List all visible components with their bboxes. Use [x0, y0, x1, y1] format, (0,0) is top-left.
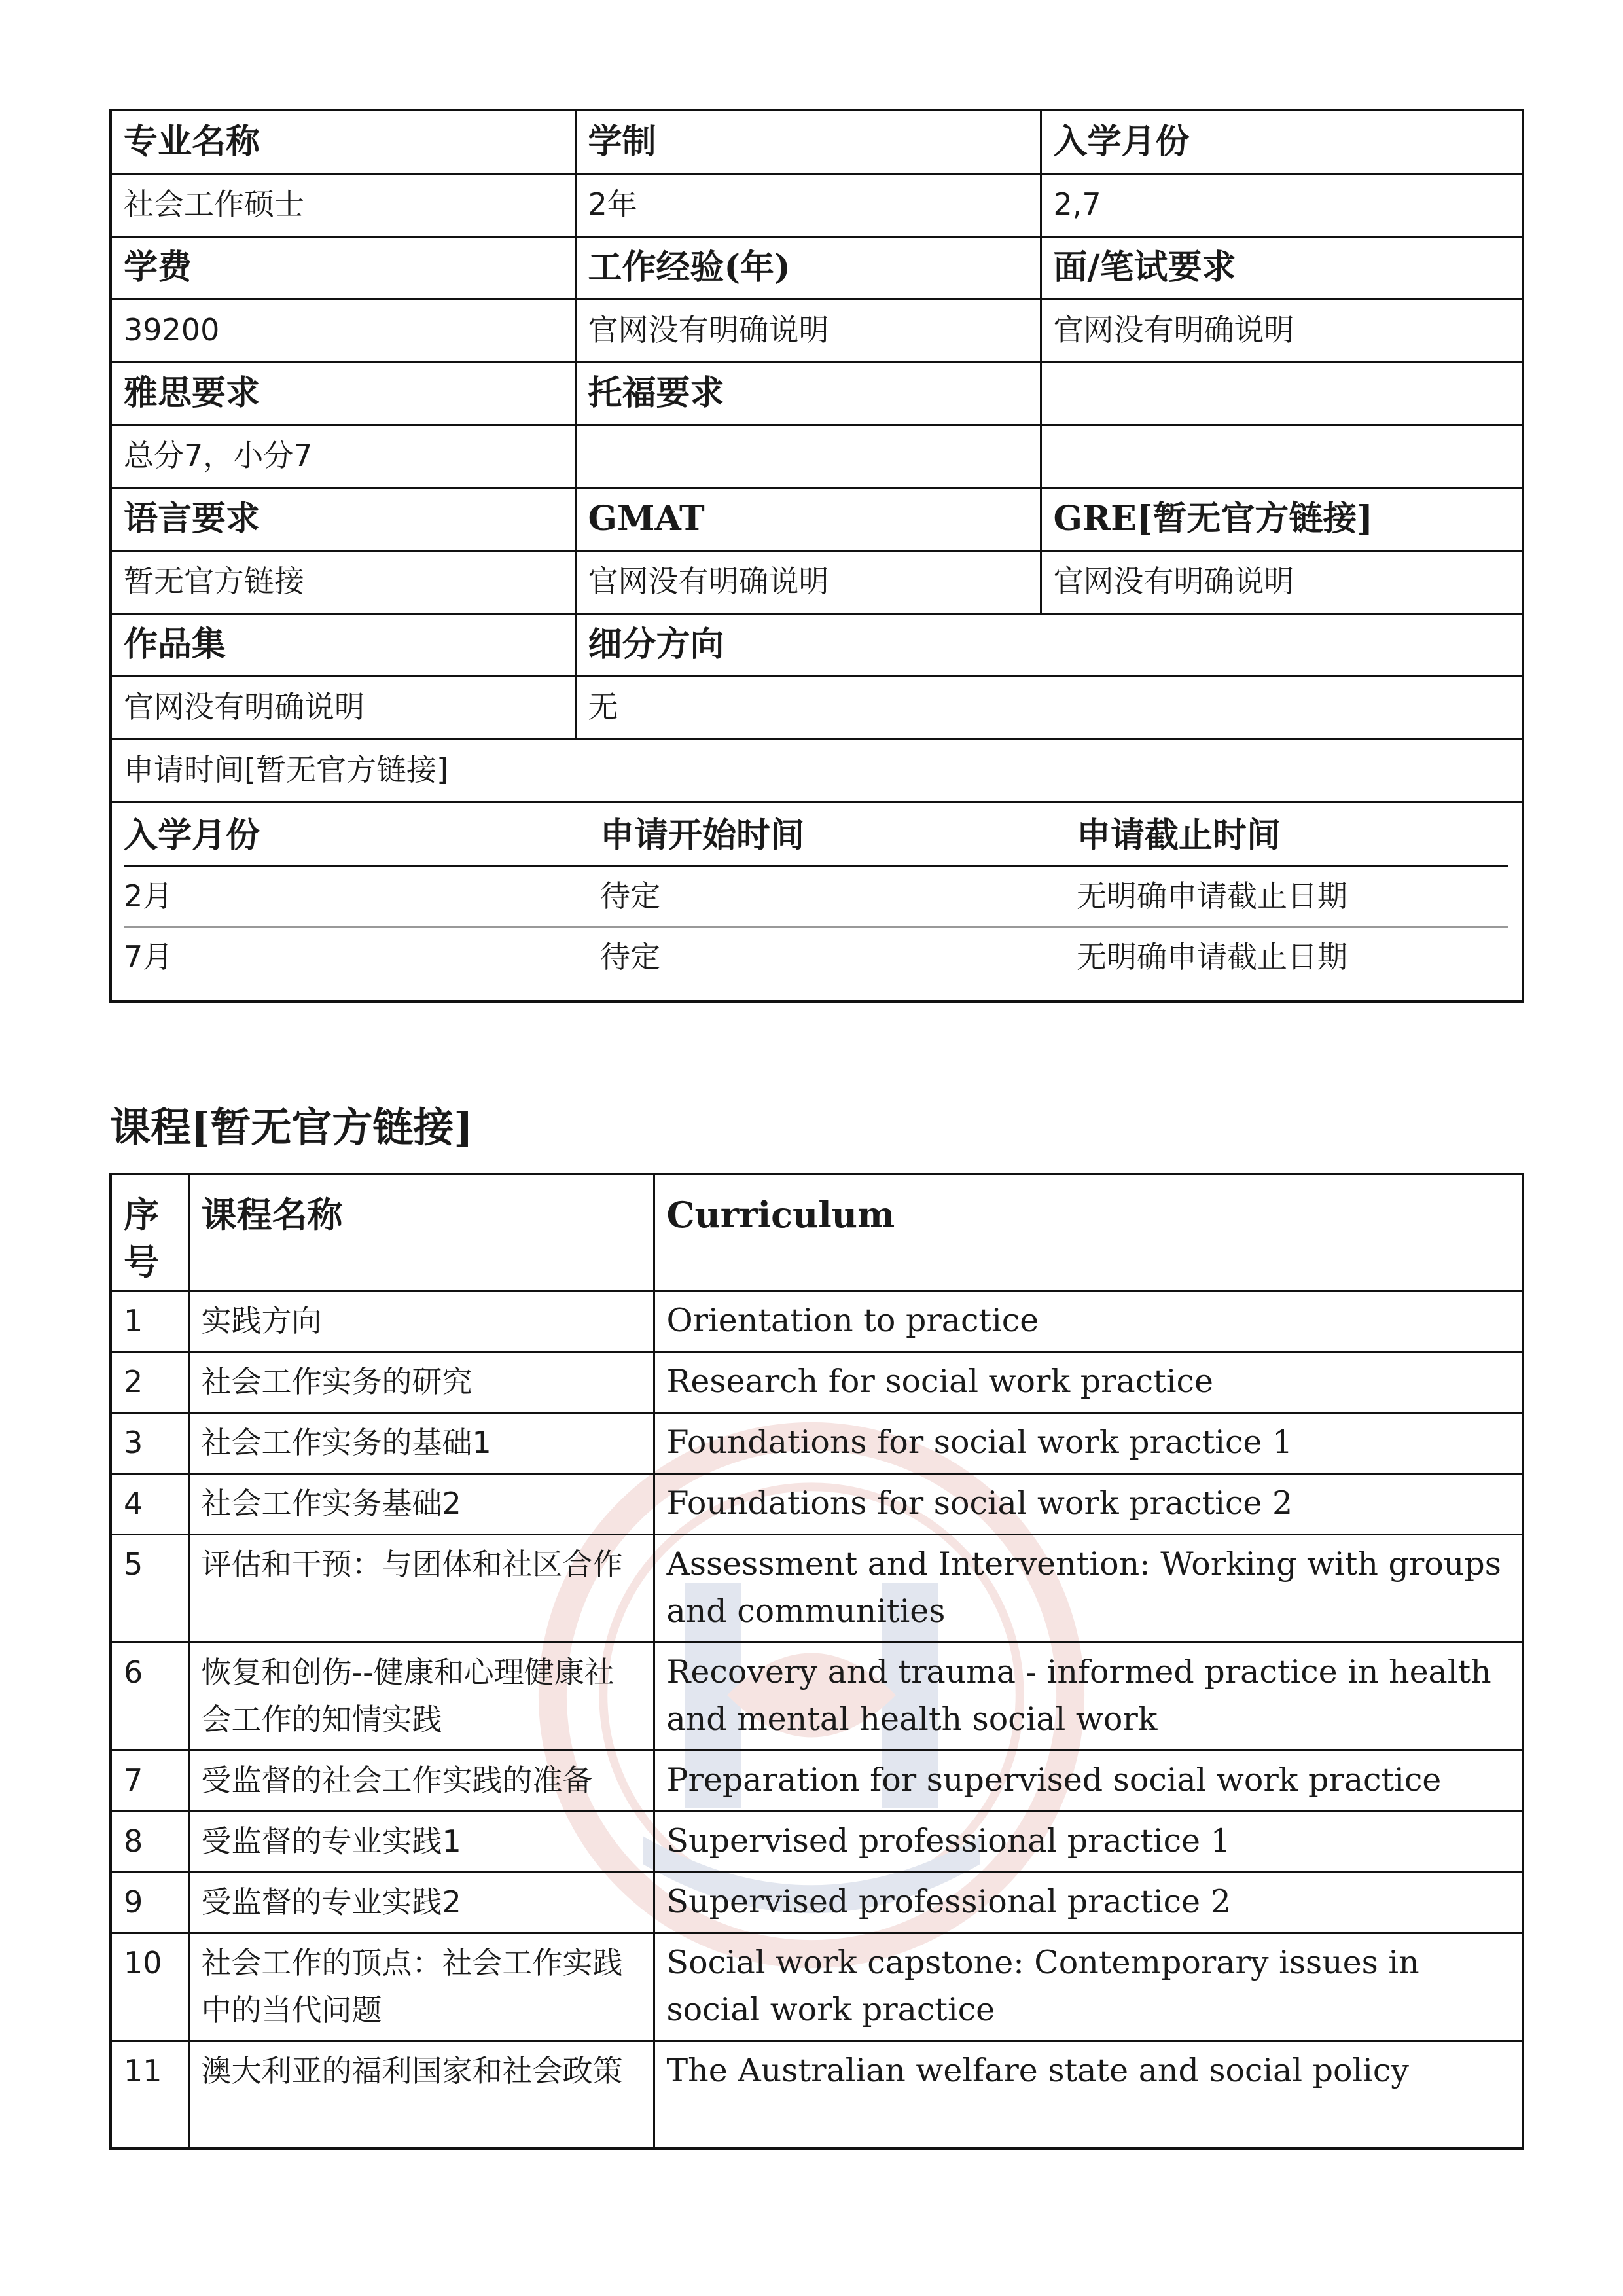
course-index: 5: [111, 1534, 188, 1642]
application-title: 申请时间[暂无官方链接]: [111, 739, 1523, 802]
value-language: 暂无官方链接: [111, 550, 575, 613]
course-index: 9: [111, 1872, 188, 1933]
label-tuition: 学费: [111, 236, 575, 299]
value-toefl: [575, 425, 1041, 488]
course-index: 4: [111, 1473, 188, 1534]
course-name-en: Assessment and Intervention: Working with groups and communities: [654, 1534, 1523, 1642]
course-name-en: Social work capstone: Contemporary issues in social work practice: [654, 1933, 1523, 2041]
application-header-intake: 入学月份: [124, 808, 600, 866]
course-index: 7: [111, 1750, 188, 1811]
course-name-cn: 受监督的专业实践2: [188, 1872, 654, 1933]
application-header-start: 申请开始时间: [600, 808, 1077, 866]
course-index: 8: [111, 1811, 188, 1872]
label-major: 专业名称: [111, 110, 575, 173]
value-specialization: 无: [575, 676, 1523, 739]
course-row: [111, 1933, 1523, 2041]
course-name-en: Foundations for social work practice 2: [654, 1473, 1523, 1534]
course-index: 1: [111, 1291, 188, 1352]
course-index: 10: [111, 1933, 188, 2041]
label-intake: 入学月份: [1041, 110, 1523, 173]
curriculum-header-index: 序号: [111, 1174, 188, 1291]
course-row: [111, 1750, 1523, 1811]
label-duration: 学制: [575, 110, 1041, 173]
course-name-cn: 受监督的专业实践1: [188, 1811, 654, 1872]
course-row: [111, 2041, 1523, 2149]
course-index: 11: [111, 2041, 188, 2149]
course-name-en: Supervised professional practice 1: [654, 1811, 1523, 1872]
application-section: [111, 802, 1523, 1001]
empty-cell: [1041, 425, 1523, 488]
course-name-cn: 社会工作实务的研究: [188, 1352, 654, 1412]
course-name-cn: 评估和干预：与团体和社区合作: [188, 1534, 654, 1642]
value-intake: 2,7: [1041, 173, 1523, 236]
course-index: 6: [111, 1642, 188, 1750]
application-start: 待定: [600, 866, 1077, 927]
course-row: [111, 1811, 1523, 1872]
program-info-table: [109, 109, 1524, 1003]
application-intake: 2月: [124, 866, 600, 927]
course-index: 3: [111, 1412, 188, 1473]
course-row: [111, 1473, 1523, 1534]
course-name-en: Recovery and trauma - informed practice in health and mental health social work: [654, 1642, 1523, 1750]
value-tuition: 39200: [111, 299, 575, 362]
label-language: 语言要求: [111, 488, 575, 550]
application-row: [124, 927, 1508, 987]
course-name-cn: 社会工作实务的基础1: [188, 1412, 654, 1473]
course-name-en: Supervised professional practice 2: [654, 1872, 1523, 1933]
course-row: [111, 1642, 1523, 1750]
value-ielts: 总分7，小分7: [111, 425, 575, 488]
curriculum-header-name-en: Curriculum: [654, 1174, 1523, 1291]
curriculum-title: 课程[暂无官方链接]: [110, 1103, 473, 1151]
course-index: 2: [111, 1352, 188, 1412]
label-gre: GRE[暂无官方链接]: [1041, 488, 1523, 550]
value-experience: 官网没有明确说明: [575, 299, 1041, 362]
course-name-cn: 社会工作的顶点：社会工作实践中的当代问题: [188, 1933, 654, 2041]
course-name-en: Orientation to practice: [654, 1291, 1523, 1352]
course-name-cn: 实践方向: [188, 1291, 654, 1352]
value-interview: 官网没有明确说明: [1041, 299, 1523, 362]
curriculum-table: [109, 1173, 1524, 2150]
label-toefl: 托福要求: [575, 362, 1041, 425]
application-row: [124, 866, 1508, 927]
value-portfolio: 官网没有明确说明: [111, 676, 575, 739]
application-table: [124, 808, 1508, 987]
application-intake: 7月: [124, 939, 173, 975]
label-gmat: GMAT: [575, 488, 1041, 550]
empty-cell: [1041, 362, 1523, 425]
course-row: [111, 1872, 1523, 1933]
course-name-cn: 恢复和创伤--健康和心理健康社会工作的知情实践: [188, 1642, 654, 1750]
label-portfolio: 作品集: [111, 613, 575, 676]
course-row: [111, 1291, 1523, 1352]
value-gmat: 官网没有明确说明: [575, 550, 1041, 613]
course-row: [111, 1412, 1523, 1473]
application-start: 待定: [600, 939, 660, 975]
course-name-en: The Australian welfare state and social policy: [654, 2041, 1523, 2149]
label-ielts: 雅思要求: [111, 362, 575, 425]
label-experience: 工作经验(年): [575, 236, 1041, 299]
value-major: 社会工作硕士: [111, 173, 575, 236]
course-name-cn: 澳大利亚的福利国家和社会政策: [188, 2041, 654, 2149]
course-name-cn: 社会工作实务基础2: [188, 1473, 654, 1534]
curriculum-header-name-cn: 课程名称: [188, 1174, 654, 1291]
course-row: [111, 1352, 1523, 1412]
application-header-deadline: 申请截止时间: [1077, 808, 1508, 866]
course-name-cn: 受监督的社会工作实践的准备: [188, 1750, 654, 1811]
course-name-en: Research for social work practice: [654, 1352, 1523, 1412]
application-deadline: 无明确申请截止日期: [1077, 866, 1508, 927]
value-duration: 2年: [575, 173, 1041, 236]
label-specialization: 细分方向: [575, 613, 1523, 676]
value-gre: 官网没有明确说明: [1041, 550, 1523, 613]
course-name-en: Preparation for supervised social work practice: [654, 1750, 1523, 1811]
course-name-en: Foundations for social work practice 1: [654, 1412, 1523, 1473]
label-interview: 面/笔试要求: [1041, 236, 1523, 299]
course-row: [111, 1534, 1523, 1642]
application-deadline: 无明确申请截止日期: [1077, 939, 1347, 975]
